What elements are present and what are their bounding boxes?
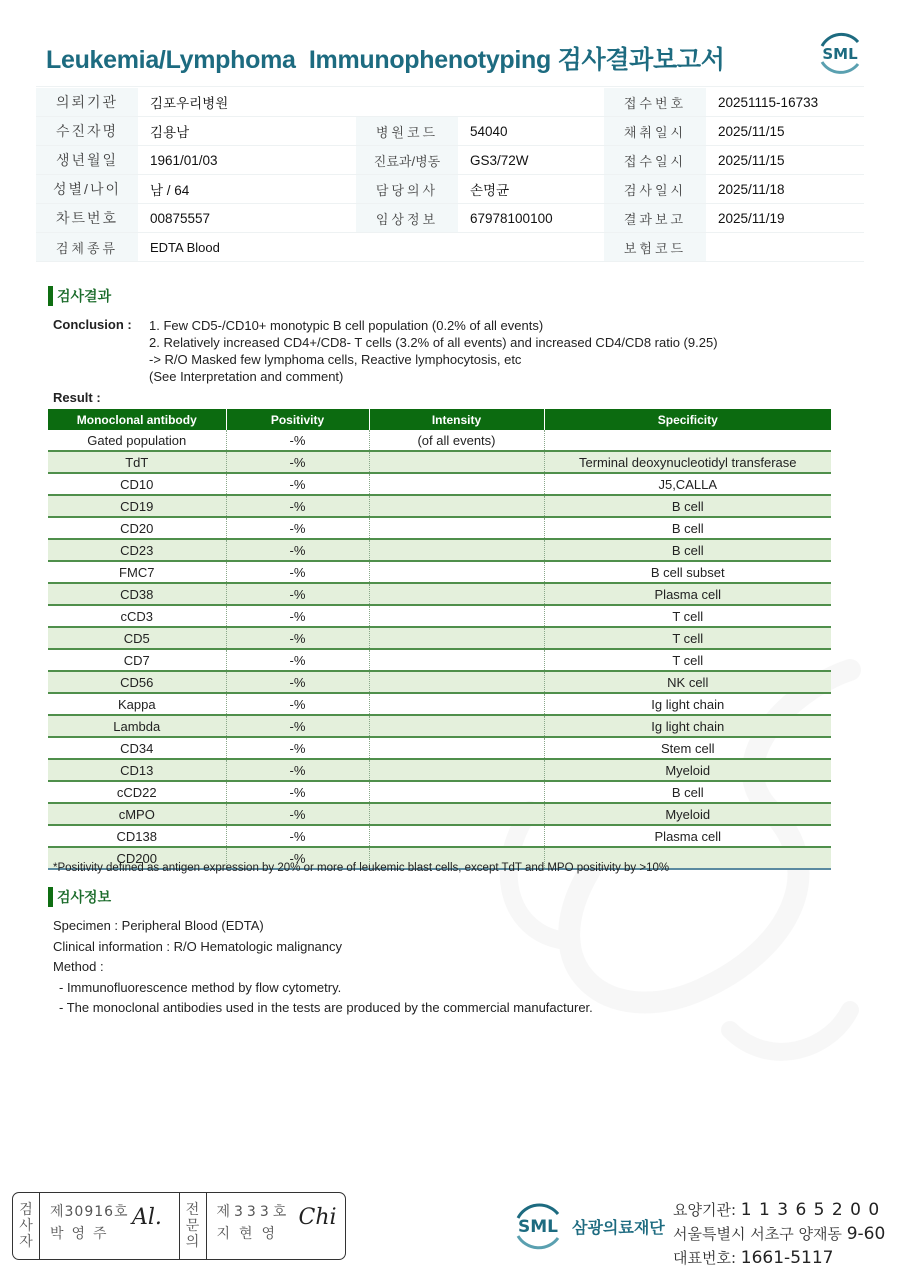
cell-antibody: CD19: [48, 495, 226, 517]
conclusion-text: [149, 317, 718, 385]
cell-positivity: -%: [226, 561, 369, 583]
footer-contact: [673, 1198, 885, 1270]
info-value: 2025/11/18: [706, 175, 864, 204]
cell-intensity: [369, 583, 544, 605]
info-value: 남 / 64: [138, 175, 356, 204]
cell-positivity: -%: [226, 627, 369, 649]
cell-specificity: Terminal deoxynucleotidyl transferase: [544, 451, 831, 473]
cell-antibody: CD34: [48, 737, 226, 759]
cell-antibody: CD20: [48, 517, 226, 539]
info-label: 담당의사: [356, 175, 458, 204]
info-value: 67978100100: [458, 204, 604, 233]
cell-positivity: -%: [226, 539, 369, 561]
cell-positivity: -%: [226, 715, 369, 737]
cell-specificity: B cell subset: [650, 564, 725, 580]
cell-antibody: CD5: [48, 627, 226, 649]
phone-label: 대표번호:: [673, 1249, 741, 1267]
cell-specificity: Ig light chain: [544, 715, 831, 737]
method-line: - Immunofluorescence method by flow cytometry.: [59, 979, 342, 995]
cell-positivity: -%: [226, 825, 369, 847]
cell-antibody: CD138: [48, 825, 226, 847]
info-label: 임상정보: [356, 204, 458, 233]
info-value: 손명균: [458, 175, 604, 204]
cell-positivity: -%: [226, 473, 369, 495]
table-row: [48, 671, 831, 693]
tester-signature: Al.: [132, 1205, 162, 1230]
cell-specificity: Myeloid: [544, 803, 831, 825]
cell-positivity: -%: [226, 759, 369, 781]
column-header: Monoclonal antibody: [48, 409, 226, 430]
table-row: [48, 759, 831, 781]
cell-antibody: FMC7: [48, 561, 226, 583]
patient-info-table: [36, 88, 864, 262]
info-label: 병원코드: [356, 117, 458, 146]
info-label: 의뢰기관: [36, 88, 138, 117]
page-title: Leukemia/Lymphoma Immunophenotyping 검사결과보고서: [46, 46, 725, 74]
cell-intensity: [369, 517, 544, 539]
info-label: 검체종류: [36, 233, 138, 262]
table-row: [48, 825, 831, 847]
cell-positivity: -%: [226, 803, 369, 825]
info-value: 2025/11/19: [706, 204, 864, 233]
info-label: 성별/나이: [36, 175, 138, 204]
info-row: [36, 175, 864, 204]
info-row: [36, 204, 864, 233]
specialist-block: [207, 1193, 346, 1259]
cell-intensity: [369, 737, 544, 759]
table-row: [48, 495, 831, 517]
column-header: Positivity: [226, 409, 369, 430]
footer-logo: [510, 1198, 665, 1254]
cell-antibody: Kappa: [48, 693, 226, 715]
info-label: 접수일시: [604, 146, 706, 175]
institution-label: 요양기관:: [673, 1201, 741, 1219]
cell-positivity: -%: [226, 649, 369, 671]
info-empty: [458, 233, 604, 262]
info-empty: [356, 233, 458, 262]
table-row: [48, 693, 831, 715]
tester-label: [13, 1193, 40, 1259]
cell-intensity: [369, 561, 544, 583]
address-prefix: 서울특별시 서초구 양재동: [673, 1225, 847, 1243]
info-label: 검사일시: [604, 175, 706, 204]
table-row: [48, 561, 831, 583]
table-row: [48, 517, 831, 539]
cell-specificity: Myeloid: [544, 759, 831, 781]
cell-antibody: CD56: [48, 671, 226, 693]
title-divider: [36, 86, 864, 87]
info-label: 진료과/병동: [356, 146, 458, 175]
cell-antibody: Gated population: [48, 430, 226, 451]
table-row: [48, 737, 831, 759]
section-heading-test-info: [48, 887, 111, 907]
cell-antibody: TdT: [48, 451, 226, 473]
conclusion-label: Conclusion :: [53, 317, 132, 332]
label-char: 문: [185, 1218, 200, 1234]
cell-specificity: [544, 430, 831, 451]
label-char: 전: [185, 1202, 200, 1218]
label-char: 의: [185, 1234, 200, 1250]
cell-intensity: [369, 451, 544, 473]
cell-specificity: T cell: [672, 652, 704, 668]
table-row: [48, 715, 831, 737]
label-char: 사: [19, 1218, 33, 1234]
cell-antibody: Lambda: [48, 715, 226, 737]
cell-intensity: [369, 781, 544, 803]
cell-positivity: -%: [226, 605, 369, 627]
institution-code: 1 1 3 6 5 2 0 0: [740, 1200, 881, 1220]
cell-positivity: -%: [226, 693, 369, 715]
table-row: [48, 649, 831, 671]
cell-antibody: cMPO: [48, 803, 226, 825]
method-label: Method :: [53, 959, 104, 974]
positivity-footnote: *Positivity defined as antigen expression by 20% or more of leukemic blast cells, except TdT and MPO positivity by >10%: [53, 862, 670, 874]
cell-specificity: B cell: [544, 539, 831, 561]
info-empty: [356, 88, 458, 117]
column-header: Intensity: [369, 409, 544, 430]
cell-intensity: [369, 473, 544, 495]
cell-specificity: Plasma cell: [654, 828, 721, 844]
cell-intensity: [369, 759, 544, 781]
cell-intensity: [369, 715, 544, 737]
info-value: [706, 233, 864, 262]
cell-specificity: B cell: [671, 520, 704, 536]
cell-specificity: T cell: [672, 608, 704, 624]
result-label: Result :: [53, 390, 101, 405]
section-heading-results: [48, 286, 111, 306]
info-value: 1961/01/03: [138, 146, 356, 175]
table-row: [48, 539, 831, 561]
cell-antibody: CD38: [48, 583, 226, 605]
address-number: 9-60: [846, 1224, 886, 1244]
cell-positivity: -%: [226, 847, 369, 869]
info-empty: [458, 88, 604, 117]
cell-antibody: CD23: [48, 539, 226, 561]
results-header-row: [48, 409, 831, 430]
method-line: - The monoclonal antibodies used in the tests are produced by the commercial manufacturer.: [59, 1000, 593, 1015]
info-label: 보험코드: [604, 233, 706, 262]
column-header: Specificity: [544, 409, 831, 430]
cell-antibody: cCD3: [48, 605, 226, 627]
signature-box: [12, 1192, 346, 1260]
cell-antibody: CD200: [48, 847, 226, 869]
results-table: [48, 409, 831, 870]
cell-antibody: CD10: [48, 473, 226, 495]
conclusion-line: 2. Relatively increased CD4+/CD8- T cells (3.2% of all events) and increased CD4/CD8 ratio (9.25): [149, 335, 718, 350]
tester-block: [40, 1193, 179, 1259]
table-row: [48, 605, 831, 627]
cell-intensity: [369, 627, 544, 649]
info-row: [36, 88, 864, 117]
cell-specificity: Stem cell: [661, 740, 715, 756]
cell-intensity: [369, 495, 544, 517]
label-char: 자: [19, 1234, 33, 1250]
info-label: 차트번호: [36, 204, 138, 233]
cell-positivity: -%: [226, 451, 369, 473]
cell-specificity: B cell: [671, 784, 704, 800]
info-value: EDTA Blood: [138, 233, 356, 262]
cell-positivity: -%: [226, 583, 369, 605]
cell-antibody: CD13: [48, 759, 226, 781]
cell-positivity: -%: [226, 495, 369, 517]
label-char: 검: [19, 1202, 33, 1218]
info-row: [36, 117, 864, 146]
sml-logo-icon: [812, 28, 868, 78]
cell-antibody: CD7: [48, 649, 226, 671]
table-row: [48, 451, 831, 473]
cell-positivity: -%: [226, 671, 369, 693]
results-table-body: [48, 430, 831, 869]
info-value: 김용남: [138, 117, 356, 146]
cell-positivity: -%: [226, 430, 369, 451]
conclusion-line: 1. Few CD5-/CD10+ monotypic B cell population (0.2% of all events): [149, 318, 544, 333]
cell-intensity: [369, 605, 544, 627]
cell-intensity: [369, 539, 544, 561]
cell-specificity: Plasma cell: [544, 583, 831, 605]
clinical-info-line: Clinical information : R/O Hematologic malignancy: [53, 938, 343, 954]
cell-intensity: [369, 671, 544, 693]
info-label: 결과보고: [604, 204, 706, 233]
table-row: [48, 583, 831, 605]
cell-intensity: [369, 693, 544, 715]
org-name: 삼광의료재단: [572, 1217, 665, 1237]
cell-positivity: -%: [226, 737, 369, 759]
info-label: 수진자명: [36, 117, 138, 146]
phone-number: 1661-5117: [740, 1248, 834, 1268]
info-value: 2025/11/15: [706, 117, 864, 146]
specialist-label: [179, 1193, 207, 1259]
svg-text:SML: SML: [518, 1217, 558, 1237]
specialist-name: 지현영: [216, 1226, 285, 1242]
info-value: GS3/72W: [458, 146, 604, 175]
table-row: [48, 430, 831, 451]
cell-specificity: J5,CALLA: [658, 476, 718, 492]
section-heading-text: 검사정보: [57, 889, 112, 905]
info-value: 54040: [458, 117, 604, 146]
table-row: [48, 473, 831, 495]
info-value: 김포우리병원: [138, 88, 356, 117]
info-label: 접수번호: [604, 88, 706, 117]
section-bar: [48, 286, 53, 306]
cell-intensity: [369, 825, 544, 847]
info-value: 00875557: [138, 204, 356, 233]
cell-specificity: NK cell: [544, 671, 831, 693]
tester-license: 제30916호: [50, 1204, 129, 1220]
info-row: [36, 233, 864, 262]
specialist-license: 제333호: [216, 1204, 291, 1220]
table-row: [48, 803, 831, 825]
cell-specificity: T cell: [544, 627, 831, 649]
table-row: [48, 781, 831, 803]
specimen-line: Specimen : Peripheral Blood (EDTA): [53, 918, 264, 933]
info-value: 2025/11/15: [706, 146, 864, 175]
svg-text:SML: SML: [822, 45, 858, 63]
cell-specificity: B cell: [544, 495, 831, 517]
cell-intensity: (of all events): [369, 430, 544, 451]
cell-antibody: cCD22: [48, 781, 226, 803]
cell-intensity: [369, 803, 544, 825]
specialist-signature: Chi: [298, 1205, 337, 1230]
section-bar: [48, 887, 53, 907]
info-value: 20251115-16733: [706, 88, 864, 117]
info-label: 생년월일: [36, 146, 138, 175]
conclusion-line: -> R/O Masked few lymphoma cells, Reactive lymphocytosis, etc: [149, 352, 522, 367]
cell-positivity: -%: [226, 781, 369, 803]
section-heading-text: 검사결과: [57, 288, 112, 304]
conclusion-line: (See Interpretation and comment): [149, 369, 344, 384]
table-row: [48, 627, 831, 649]
cell-intensity: [369, 649, 544, 671]
test-info-block: [53, 916, 593, 1019]
tester-name: 박영주: [50, 1226, 115, 1242]
info-label: 채취일시: [604, 117, 706, 146]
cell-positivity: -%: [226, 517, 369, 539]
cell-specificity: Ig light chain: [651, 696, 725, 712]
sml-logo-icon: [510, 1198, 566, 1254]
info-row: [36, 146, 864, 175]
